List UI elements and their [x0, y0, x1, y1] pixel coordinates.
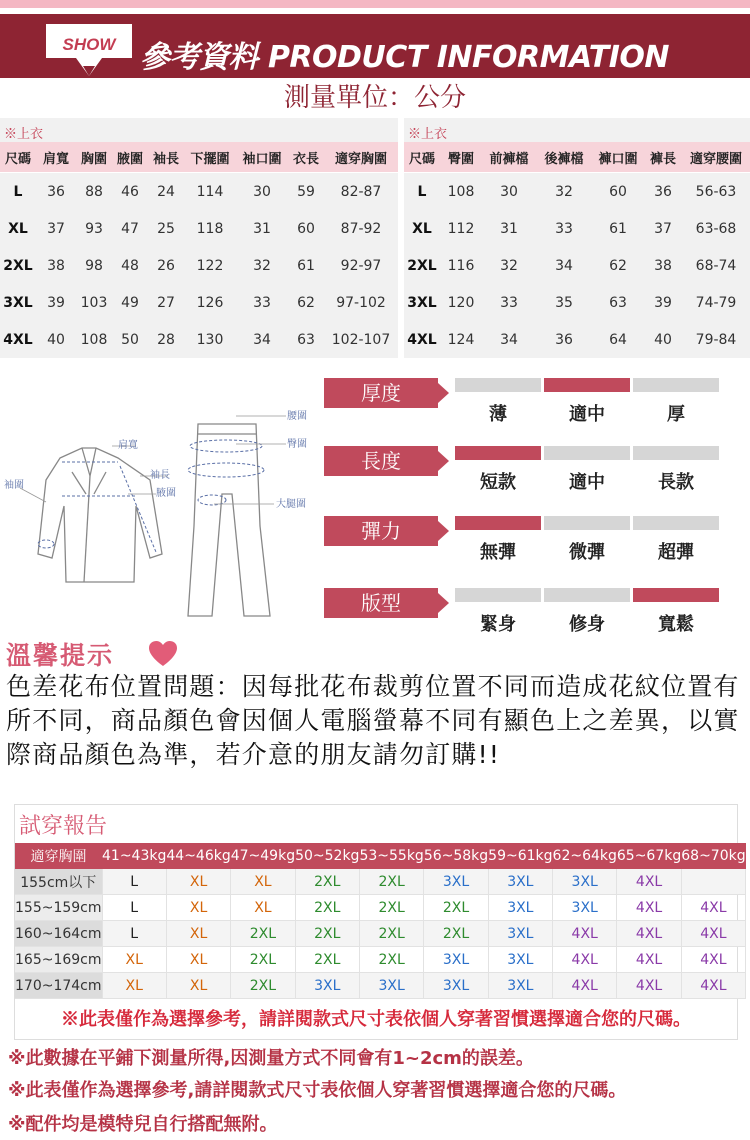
value-cell: 33 — [500, 294, 518, 311]
attribute-option: 微彈 — [569, 542, 605, 563]
attribute-option: 短款 — [480, 472, 516, 493]
value-cell: 30 — [253, 183, 271, 200]
column-header: 腋圍 — [112, 142, 148, 173]
value-cell: 38 — [654, 257, 672, 274]
label-cuff: 袖圍 — [4, 480, 24, 491]
height-cell: 165~169cm — [15, 947, 102, 973]
note-measurement: ※此數據在平鋪下測量所得,因測量方式不同會有1~2cm的誤差。 — [8, 1048, 534, 1069]
size-cell: 2XL — [231, 947, 295, 973]
banner-title: 參考資料 PRODUCT INFORMATION — [140, 40, 670, 75]
value-cell: 37 — [47, 220, 65, 237]
column-header: 胸圍 — [76, 142, 112, 173]
attribute-option: 薄 — [489, 404, 507, 425]
column-header: 衣長 — [288, 142, 324, 173]
size-cell: 2XL — [424, 895, 488, 921]
size-cell: L — [102, 869, 166, 895]
header-banner — [0, 14, 750, 78]
attribute-level-segment — [544, 516, 630, 530]
size-cell: 3XL — [424, 973, 488, 999]
show-tag-text: SHOW — [62, 35, 116, 54]
size-cell: L — [13, 183, 23, 200]
label-shoulder: 肩寬 — [118, 440, 138, 451]
column-header: 下擺圍 — [184, 142, 236, 173]
value-cell: 74-79 — [695, 294, 737, 311]
attribute-level-segment — [633, 378, 719, 392]
size-cell: 2XL — [295, 895, 359, 921]
value-cell: 114 — [196, 183, 224, 200]
attribute-level-segment — [633, 516, 719, 530]
value-cell: 97-102 — [336, 294, 386, 311]
size-cell: 3XL — [488, 973, 552, 999]
size-cell: 4XL — [617, 947, 681, 973]
value-cell: 103 — [80, 294, 108, 311]
value-cell: 63 — [609, 294, 627, 311]
value-cell: 68-74 — [695, 257, 737, 274]
size-cell: 2XL — [295, 947, 359, 973]
tips-body: 色差花布位置問題：因每批花布裁剪位置不同而造成花紋位置有所不同，商品顏色會因個人電腦螢幕不同有顯色上之差異，以實際商品顏色為準，若介意的朋友請勿訂購!! — [6, 672, 740, 769]
table-row — [404, 173, 750, 211]
size-cell: 3XL — [553, 869, 617, 895]
attribute-option: 超彈 — [658, 542, 694, 563]
value-cell: 59 — [297, 183, 315, 200]
value-cell: 56-63 — [695, 183, 737, 200]
value-cell: 38 — [47, 257, 65, 274]
table-row — [0, 210, 398, 247]
value-cell: 27 — [157, 294, 175, 311]
size-cell: 3XL — [488, 895, 552, 921]
table-row — [15, 895, 746, 921]
top-pink-strip — [0, 0, 750, 8]
size-cell: 4XL — [681, 973, 745, 999]
size-cell: 4XL — [3, 331, 33, 348]
value-cell: 82-87 — [340, 183, 382, 200]
value-cell: 87-92 — [340, 220, 382, 237]
value-cell: 39 — [47, 294, 65, 311]
size-cell: 3XL — [295, 973, 359, 999]
value-cell: 126 — [196, 294, 224, 311]
bottom-size-table — [404, 142, 750, 358]
label-waist: 腰圍 — [287, 411, 307, 422]
size-cell: XL — [231, 895, 295, 921]
table-row — [0, 284, 398, 321]
table-row — [404, 210, 750, 247]
value-cell: 60 — [609, 183, 627, 200]
size-cell: 3XL — [553, 895, 617, 921]
value-cell: 31 — [253, 220, 271, 237]
size-cell: 2XL — [231, 921, 295, 947]
attribute-level-segment — [544, 588, 630, 602]
size-cell: XL — [166, 895, 230, 921]
attribute-level-segment — [455, 446, 541, 460]
value-cell: 61 — [297, 257, 315, 274]
column-header: 尺碼 — [404, 142, 440, 173]
attribute-option: 修身 — [569, 614, 605, 635]
attribute-level-segment — [544, 446, 630, 460]
label-thigh: 大腿圍 — [276, 499, 306, 510]
unit-line: 測量單位：公分 — [283, 83, 466, 113]
value-cell: 34 — [555, 257, 573, 274]
attribute-level-segment — [633, 588, 719, 602]
size-cell: 3XL — [407, 294, 437, 311]
value-cell: 35 — [555, 294, 573, 311]
size-cell: 3XL — [424, 947, 488, 973]
size-cell: XL — [166, 947, 230, 973]
size-cell: XL — [102, 973, 166, 999]
size-cell: 3XL — [359, 973, 423, 999]
size-cell: 4XL — [617, 869, 681, 895]
value-cell: 39 — [654, 294, 672, 311]
size-cell: 2XL — [424, 921, 488, 947]
value-cell: 79-84 — [695, 331, 737, 348]
value-cell: 31 — [500, 220, 518, 237]
value-cell: 33 — [253, 294, 271, 311]
top-size-table — [0, 142, 398, 358]
value-cell: 40 — [654, 331, 672, 348]
note-accessories: ※配件均是模特兒自行搭配無附。 — [8, 1114, 278, 1135]
value-cell: 122 — [196, 257, 224, 274]
value-cell: 120 — [447, 294, 475, 311]
tips-title: 溫馨提示 — [6, 641, 115, 670]
attribute-level-segment — [633, 446, 719, 460]
attribute-level-segment — [455, 378, 541, 392]
value-cell: 62 — [297, 294, 315, 311]
size-cell: 3XL — [488, 921, 552, 947]
size-cell: 3XL — [424, 869, 488, 895]
attribute-label: 長度 — [324, 446, 438, 476]
value-cell: 36 — [47, 183, 65, 200]
value-cell: 60 — [297, 220, 315, 237]
value-cell: 63 — [297, 331, 315, 348]
table-row — [404, 284, 750, 321]
height-cell: 155cm以下 — [15, 869, 102, 895]
size-cell: 4XL — [553, 947, 617, 973]
value-cell: 108 — [447, 183, 475, 200]
size-cell: 4XL — [617, 973, 681, 999]
size-cell: XL — [102, 947, 166, 973]
weight-header: 47~49kg — [231, 843, 295, 869]
column-header: 袖口圍 — [236, 142, 288, 173]
attribute-label: 版型 — [324, 588, 438, 618]
weight-header: 68~70kg — [681, 843, 745, 869]
weight-header: 65~67kg — [617, 843, 681, 869]
note-reference: ※此表僅作為選擇參考,請詳閱款式尺寸表依個人穿著習慣選擇適合您的尺碼。 — [8, 1080, 627, 1101]
value-cell: 28 — [157, 331, 175, 348]
size-cell: XL — [412, 220, 432, 237]
attribute-option: 適中 — [569, 472, 605, 493]
size-cell: 4XL — [407, 331, 437, 348]
value-cell: 40 — [47, 331, 65, 348]
table-row — [404, 321, 750, 358]
size-cell: 3XL — [488, 947, 552, 973]
size-cell: 2XL — [359, 869, 423, 895]
attribute-option: 無彈 — [480, 542, 516, 563]
attribute-option: 長款 — [658, 472, 694, 493]
value-cell: 25 — [157, 220, 175, 237]
value-cell: 61 — [609, 220, 627, 237]
column-header: 尺碼 — [0, 142, 36, 173]
top-table-section-label: ※上衣 — [4, 127, 44, 142]
top-size-table-box — [0, 118, 398, 358]
table-row — [15, 921, 746, 947]
weight-header: 59~61kg — [488, 843, 552, 869]
value-cell: 48 — [121, 257, 139, 274]
size-cell: 4XL — [681, 921, 745, 947]
label-sleeve: 袖長 — [150, 470, 170, 481]
weight-header: 62~64kg — [553, 843, 617, 869]
weight-header: 44~46kg — [166, 843, 230, 869]
size-cell: L — [102, 895, 166, 921]
weight-header: 53~55kg — [359, 843, 423, 869]
corner-header: 適穿胸圍 — [15, 843, 102, 869]
size-cell: L — [102, 921, 166, 947]
height-cell: 170~174cm — [15, 973, 102, 999]
attribute-level-segment — [455, 588, 541, 602]
height-cell: 155~159cm — [15, 895, 102, 921]
value-cell: 36 — [555, 331, 573, 348]
size-cell: 2XL — [295, 921, 359, 947]
value-cell: 62 — [609, 257, 627, 274]
table-row — [0, 173, 398, 211]
try-on-report — [14, 804, 746, 1040]
size-cell: 4XL — [553, 921, 617, 947]
size-cell: 2XL — [295, 869, 359, 895]
value-cell: 118 — [196, 220, 224, 237]
size-cell: XL — [231, 869, 295, 895]
column-header: 袖長 — [148, 142, 184, 173]
show-tag-icon — [46, 24, 132, 78]
measurement-sketch — [0, 376, 320, 626]
table-row — [0, 247, 398, 284]
value-cell: 32 — [253, 257, 271, 274]
size-cell: 2XL — [359, 947, 423, 973]
attribute-option: 厚 — [667, 404, 685, 425]
attribute-label: 彈力 — [324, 516, 438, 546]
size-cell: XL — [166, 869, 230, 895]
size-cell: 2XL — [359, 921, 423, 947]
size-cell: 3XL — [3, 294, 33, 311]
size-cell: XL — [166, 921, 230, 947]
heart-icon — [148, 640, 178, 668]
value-cell: 46 — [121, 183, 139, 200]
column-header: 前褲檔 — [482, 142, 536, 173]
value-cell: 64 — [609, 331, 627, 348]
size-cell: 3XL — [488, 869, 552, 895]
value-cell: 24 — [157, 183, 175, 200]
value-cell: 88 — [85, 183, 103, 200]
value-cell: 98 — [85, 257, 103, 274]
value-cell: 93 — [85, 220, 103, 237]
try-report-title: 試穿報告 — [19, 814, 108, 839]
label-armpit: 腋圍 — [156, 488, 176, 499]
table-row — [404, 247, 750, 284]
column-header: 臀圍 — [440, 142, 482, 173]
height-cell: 160~164cm — [15, 921, 102, 947]
value-cell: 32 — [555, 183, 573, 200]
size-cell: L — [417, 183, 427, 200]
size-cell: 4XL — [681, 895, 745, 921]
column-header: 肩寬 — [36, 142, 76, 173]
label-hip: 臀圍 — [287, 439, 307, 450]
value-cell: 36 — [654, 183, 672, 200]
value-cell: 34 — [500, 331, 518, 348]
size-cell: 2XL — [359, 895, 423, 921]
weight-header: 41~43kg — [102, 843, 166, 869]
attribute-option: 適中 — [569, 404, 605, 425]
value-cell: 63-68 — [695, 220, 737, 237]
value-cell: 47 — [121, 220, 139, 237]
bottom-table-section-label: ※上衣 — [408, 127, 448, 142]
value-cell: 112 — [447, 220, 475, 237]
value-cell: 34 — [253, 331, 271, 348]
value-cell: 32 — [500, 257, 518, 274]
value-cell: 116 — [447, 257, 475, 274]
table-row — [15, 973, 746, 999]
value-cell: 124 — [447, 331, 475, 348]
size-cell: 2XL — [3, 257, 33, 274]
value-cell: 26 — [157, 257, 175, 274]
attribute-level-segment — [455, 516, 541, 530]
column-header: 後褲檔 — [536, 142, 592, 173]
size-cell: 4XL — [617, 895, 681, 921]
attribute-option: 緊身 — [480, 614, 516, 635]
value-cell: 50 — [121, 331, 139, 348]
size-cell: 2XL — [231, 973, 295, 999]
table-row — [15, 869, 746, 895]
value-cell: 49 — [121, 294, 139, 311]
weight-header: 56~58kg — [424, 843, 488, 869]
attribute-label: 厚度 — [324, 378, 438, 408]
column-header: 褲口圍 — [592, 142, 644, 173]
column-header: 褲長 — [644, 142, 682, 173]
table-row — [15, 947, 746, 973]
value-cell: 92-97 — [340, 257, 382, 274]
size-cell: 2XL — [407, 257, 437, 274]
table-row — [0, 321, 398, 358]
value-cell: 108 — [80, 331, 108, 348]
try-on-table — [15, 843, 746, 999]
size-cell: 4XL — [681, 947, 745, 973]
weight-header: 50~52kg — [295, 843, 359, 869]
column-header: 適穿胸圍 — [324, 142, 398, 173]
attribute-level-segment — [544, 378, 630, 392]
value-cell: 130 — [196, 331, 224, 348]
size-cell — [681, 869, 745, 895]
value-cell: 30 — [500, 183, 518, 200]
size-cell: 4XL — [617, 921, 681, 947]
size-cell: 4XL — [553, 973, 617, 999]
try-report-note: ※此表僅作為選擇參考，請詳閱款式尺寸表依個人穿著習慣選擇適合您的尺碼。 — [61, 1009, 691, 1030]
bottom-size-table-box — [404, 118, 750, 358]
value-cell: 37 — [654, 220, 672, 237]
attribute-option: 寬鬆 — [658, 614, 694, 635]
value-cell: 102-107 — [331, 331, 391, 348]
column-header: 適穿腰圍 — [682, 142, 750, 173]
value-cell: 33 — [555, 220, 573, 237]
size-cell: XL — [166, 973, 230, 999]
size-cell: XL — [8, 220, 28, 237]
